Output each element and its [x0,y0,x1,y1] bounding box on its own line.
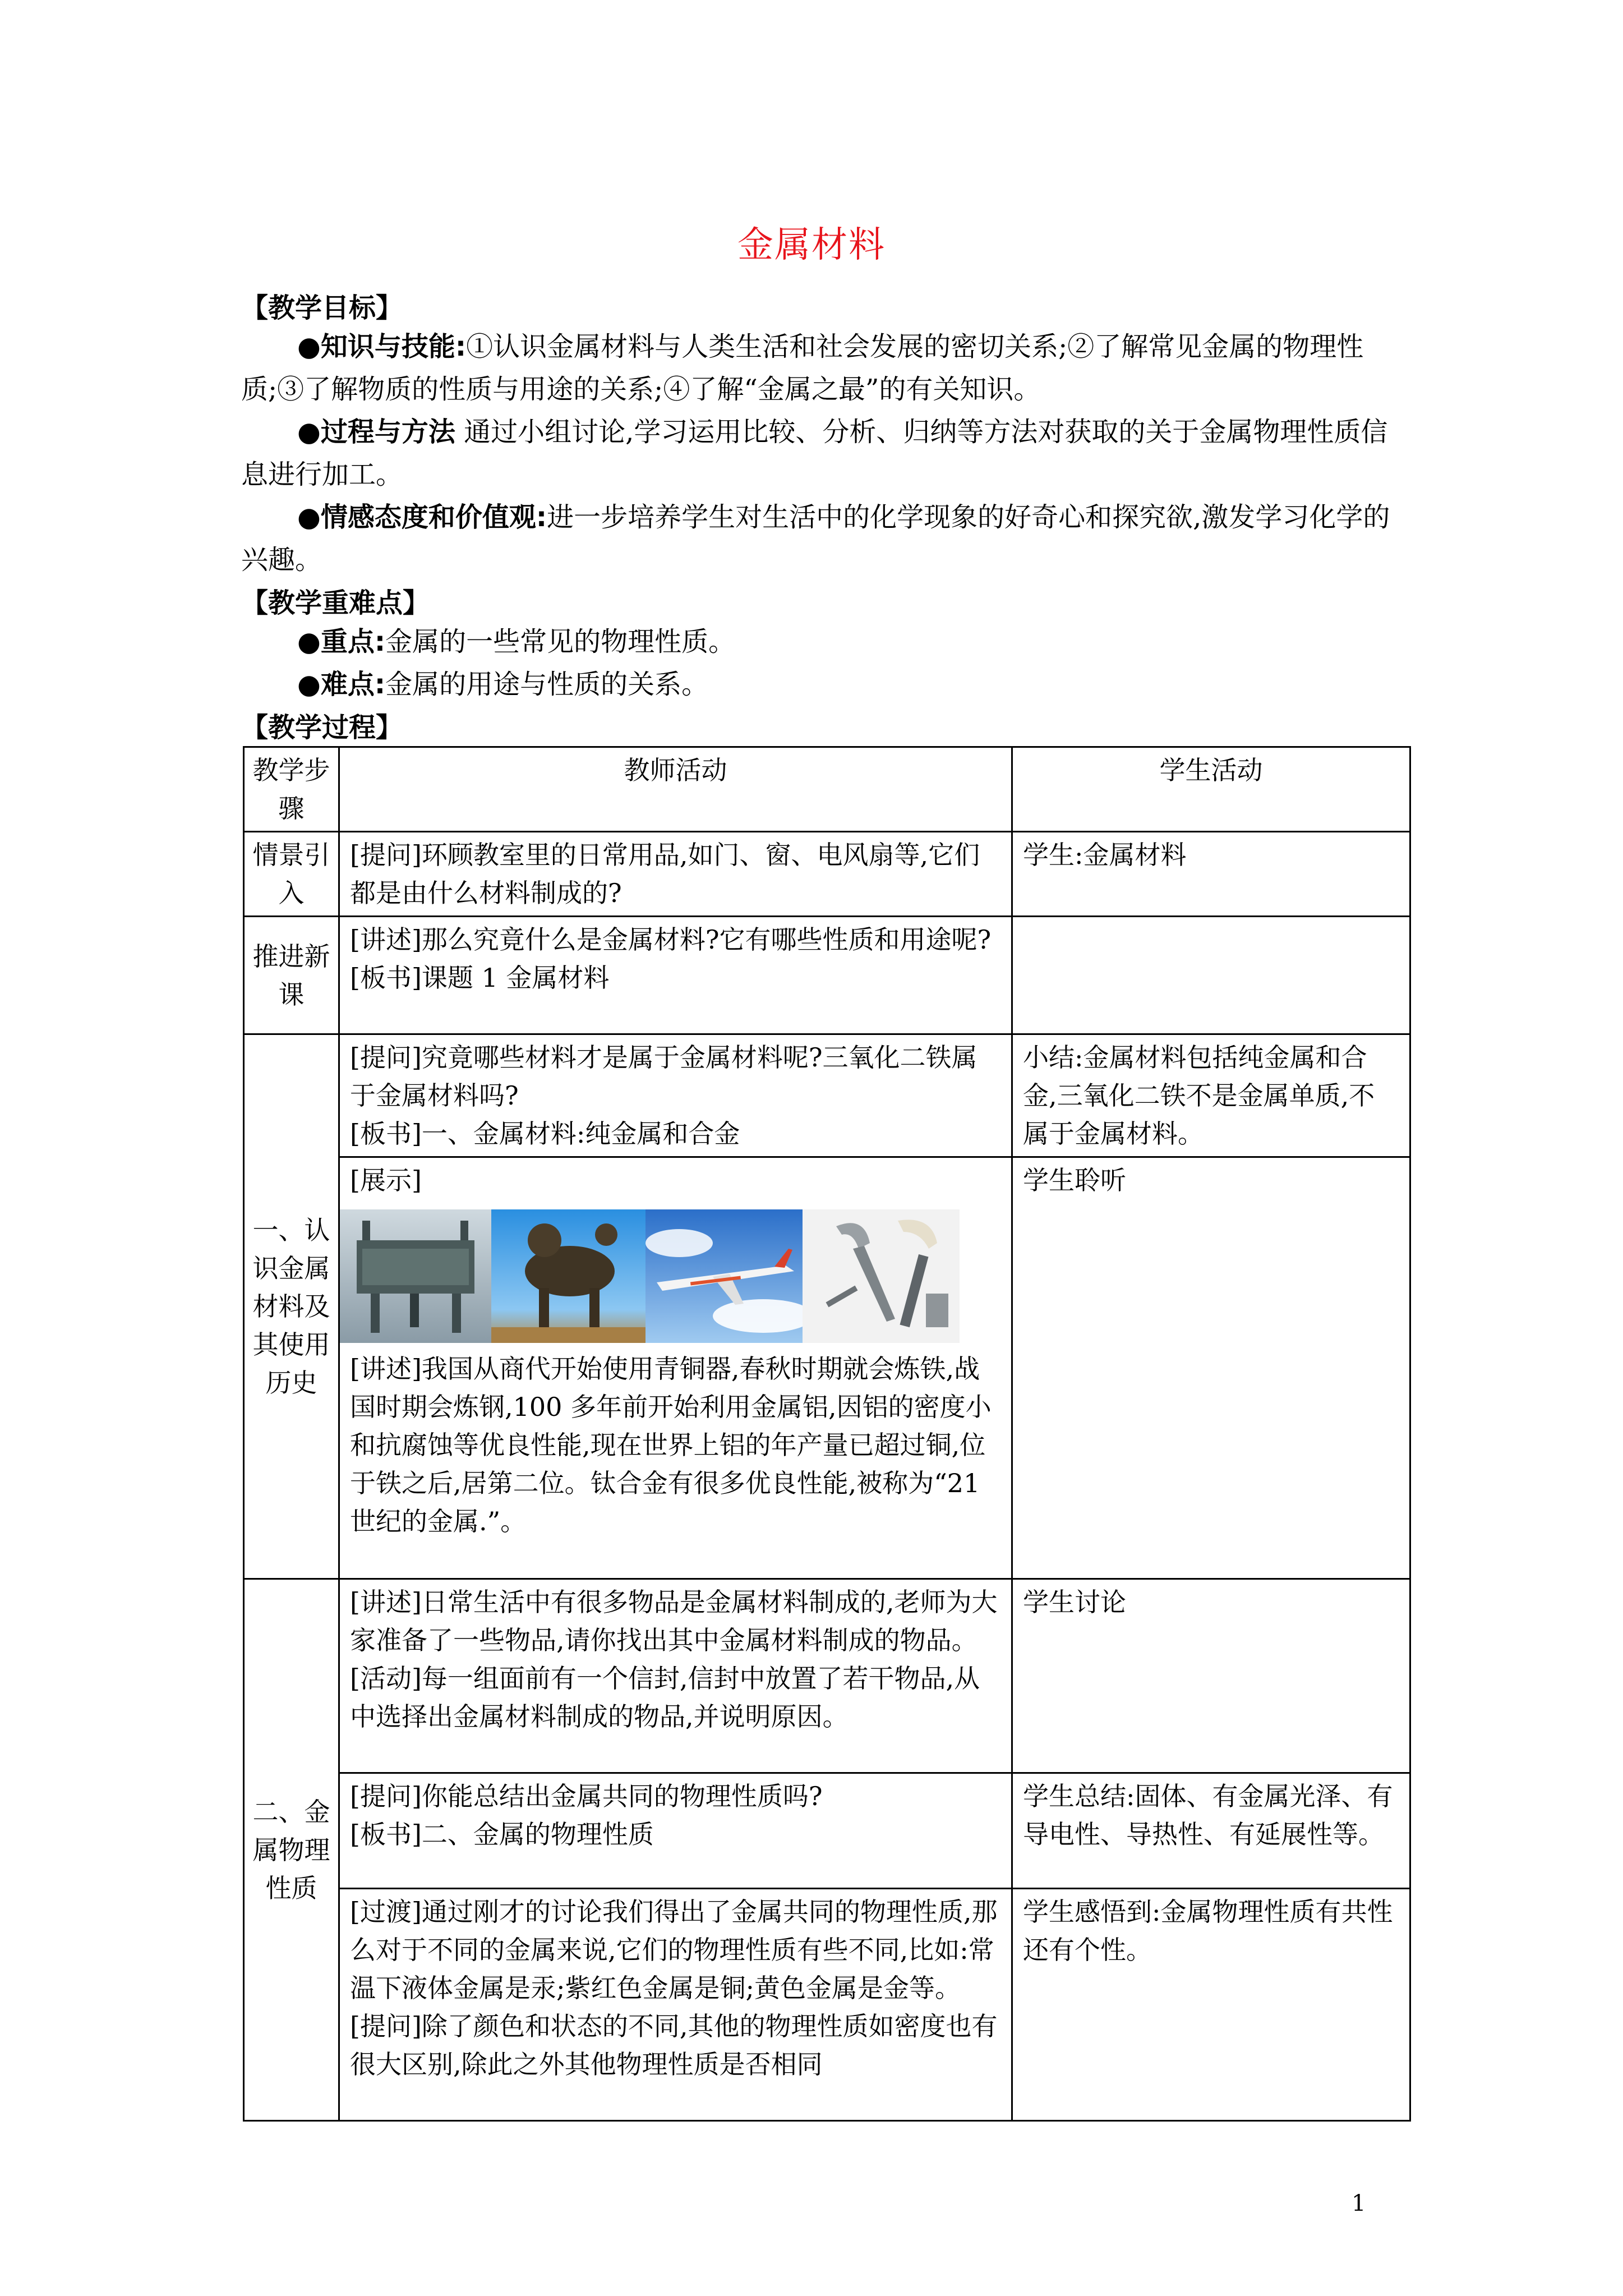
teacher-text: [提问]除了颜色和状态的不同,其他的物理性质如密度也有很大区别,除此之外其他物理性质是否相同 [350,2011,998,2079]
goal-knowledge-lead: ●知识与技能: [297,331,467,362]
header-teacher: 教师活动 [339,747,1012,832]
page-title: 金属材料 [737,224,886,266]
airplane-image [645,1209,803,1343]
titanium-implants-image [803,1209,960,1343]
process-heading: 【教学过程】 [241,712,403,743]
teacher-text: [讲述]日常生活中有很多物品是金属材料制成的,老师为大家准备了一些物品,请你找出其中金属材料制成的物品。 [350,1587,998,1655]
table-row [244,1034,1410,1157]
table-row [244,1157,1410,1579]
key-point [241,620,1408,663]
teacher-text: [活动]每一组面前有一个信封,信封中放置了若干物品,从中选择出金属材料制成的物品,并说明原因。 [350,1663,980,1732]
student-cell: 学生总结:固体、有金属光泽、有导电性、导热性、有延展性等。 [1012,1773,1410,1889]
teacher-text: [展示] [350,1165,422,1195]
goal-knowledge-text: ①认识金属材料与人类生活和社会发展的密切关系;②了解常见金属的物理性质;③了解物质的性质与用途的关系;④了解“金属之最”的有关知识。 [241,331,1364,405]
page-number: 1 [1352,2191,1366,2216]
student-cell [1012,917,1410,1034]
teacher-text: [讲述]那么究竟什么是金属材料?它有哪些性质和用途呢? [350,924,992,955]
goal-knowledge [241,325,1408,411]
teacher-text: [板书]课题 1 金属材料 [350,963,610,993]
student-cell: 学生讨论 [1012,1579,1410,1773]
student-cell: 学生:金属材料 [1012,832,1410,917]
bronze-ding-image [340,1209,491,1343]
header-step: 教学步骤 [244,747,339,832]
step-cell: 推进新课 [244,917,339,1034]
goal-process-text: 通过小组讨论,学习运用比较、分析、归纳等方法对获取的关于金属物理性质信息进行加工。 [241,416,1388,490]
student-cell: 小结:金属材料包括纯金属和合金,三氧化二铁不是金属单质,不属于金属材料。 [1012,1034,1410,1157]
teacher-text: [板书]二、金属的物理性质 [350,1819,654,1849]
table-header-row [244,747,1410,832]
student-cell: 学生感悟到:金属物理性质有共性还有个性。 [1012,1889,1410,2121]
difficult-point [241,663,1408,706]
teacher-cell [339,1034,1012,1157]
key-point-text: 金属的一些常见的物理性质。 [385,626,736,657]
teacher-cell: [提问]环顾教室里的日常用品,如门、窗、电风扇等,它们都是由什么材料制成的? [339,832,1012,917]
teacher-text: [过渡]通过刚才的讨论我们得出了金属共同的物理性质,那么对于不同的金属来说,它们的物理性质有些不同,比如:常温下液体金属是汞;紫红色金属是铜;黄色金属是金等。 [350,1897,998,2003]
teacher-cell [339,1773,1012,1889]
image-strip [340,1209,1001,1343]
goals-heading: 【教学目标】 [241,292,403,324]
teacher-cell [339,1889,1012,2121]
table-row [244,1889,1410,2121]
teacher-cell [339,1157,1012,1579]
bronze-animal-statue-image [491,1209,645,1343]
teacher-text: [讲述]我国从商代开始使用青铜器,春秋时期就会炼铁,战国时期会炼钢,100 多年前开始利用金属铝,因铝的密度小和抗腐蚀等优良性能,现在世界上铝的年产量已超过铜,位于铁之后,居第二位。钛合金有很多优良性能,被称为“21 世纪的金属.”。 [350,1354,992,1536]
goal-process [241,411,1408,496]
table-row [244,1773,1410,1889]
difficult-point-lead: ●难点: [297,669,386,700]
table-row [244,917,1410,1034]
teacher-text: [提问]究竟哪些材料才是属于金属材料呢?三氧化二铁属于金属材料吗? [350,1042,978,1111]
step-cell: 情景引入 [244,832,339,917]
table-row [244,1579,1410,1773]
teaching-process-table [243,746,1411,2122]
key-point-lead: ●重点: [297,626,386,657]
teacher-text: [提问]你能总结出金属共同的物理性质吗? [350,1781,823,1811]
step-cell: 二、金属物理性质 [244,1579,339,2121]
goal-emotion [241,496,1408,581]
difficult-point-text: 金属的用途与性质的关系。 [385,669,709,700]
goal-process-lead: ●过程与方法 [297,416,455,448]
teacher-text: [板书]一、金属材料:纯金属和合金 [350,1119,740,1149]
step-cell: 一、认识金属材料及其使用历史 [244,1034,339,1579]
teacher-cell [339,1579,1012,1773]
goal-emotion-text: 进一步培养学生对生活中的化学现象的好奇心和探究欲,激发学习化学的兴趣。 [241,501,1390,576]
header-student: 学生活动 [1012,747,1410,832]
teacher-cell [339,917,1012,1034]
student-cell: 学生聆听 [1012,1157,1410,1579]
table-row [244,832,1410,917]
key-points-heading: 【教学重难点】 [241,587,430,619]
goal-emotion-lead: ●情感态度和价值观: [297,501,547,533]
